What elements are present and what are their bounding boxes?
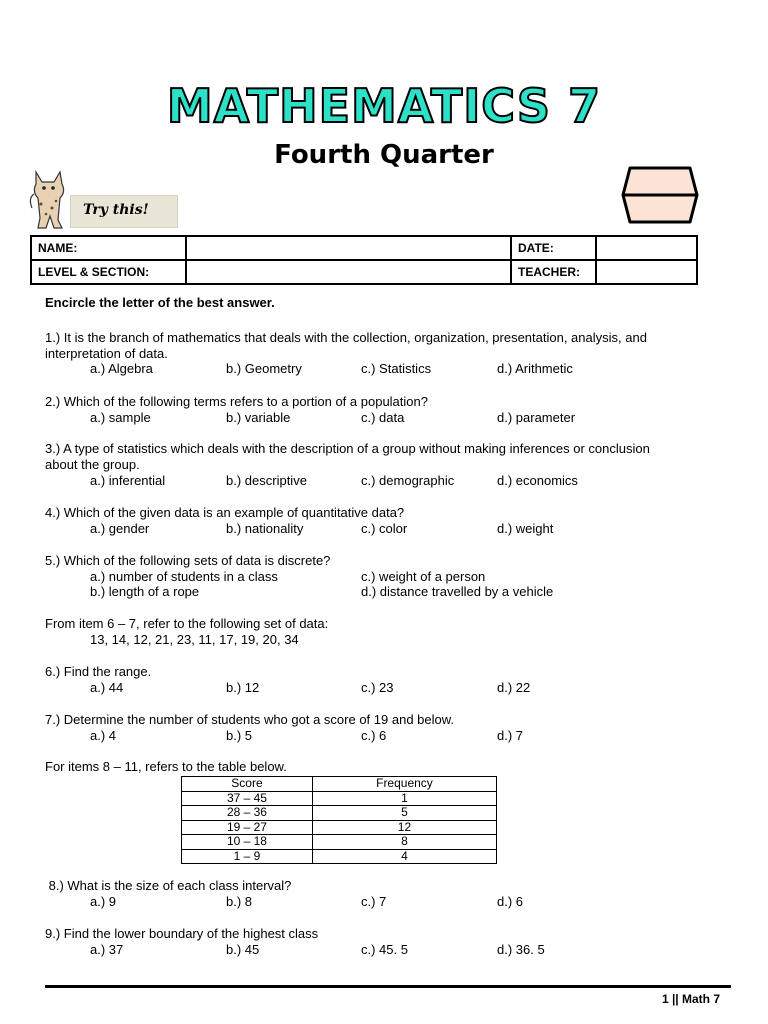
q7-option-d[interactable]: d.) 7 bbox=[497, 728, 524, 743]
q4-option-c[interactable]: c.) color bbox=[361, 521, 408, 536]
table-row bbox=[182, 849, 497, 864]
q5-option-a[interactable]: a.) number of students in a class bbox=[90, 569, 278, 584]
table-row bbox=[182, 835, 497, 850]
q6-option-d[interactable]: d.) 22 bbox=[497, 680, 531, 695]
score-box-icon bbox=[620, 165, 700, 225]
table-row bbox=[182, 820, 497, 835]
name-field[interactable] bbox=[186, 236, 511, 260]
table-intro: For items 8 – 11, refers to the table below. bbox=[45, 759, 287, 774]
q5-option-d[interactable]: d.) distance travelled by a vehicle bbox=[361, 584, 554, 599]
question-3-text: 3.) A type of statistics which deals with the description of a group without making inferences or conclusion bbox=[45, 441, 650, 456]
question-6-text: 6.) Find the range. bbox=[45, 664, 152, 679]
page-footer: 1 || Math 7 bbox=[661, 992, 720, 1006]
instructions: Encircle the letter of the best answer. bbox=[45, 295, 275, 310]
q5-option-c[interactable]: c.) weight of a person bbox=[361, 569, 486, 584]
frequency-header: Frequency bbox=[312, 777, 496, 792]
q1-option-a[interactable]: a.) Algebra bbox=[90, 361, 153, 376]
question-1-text: 1.) It is the branch of mathematics that deals with the collection, organization, presentation, analysis, and bbox=[45, 330, 647, 345]
table-row bbox=[182, 806, 497, 821]
question-5-text: 5.) Which of the following sets of data is discrete? bbox=[45, 553, 331, 568]
frequency-cell: 1 bbox=[312, 791, 496, 806]
student-info-table bbox=[30, 235, 698, 285]
data-set-intro: From item 6 – 7, refer to the following set of data: bbox=[45, 616, 329, 631]
score-cell: 19 – 27 bbox=[182, 820, 313, 835]
q8-option-b[interactable]: b.) 8 bbox=[226, 894, 253, 909]
teacher-label: TEACHER: bbox=[511, 260, 596, 284]
frequency-cell: 4 bbox=[312, 849, 496, 864]
q6-option-b[interactable]: b.) 12 bbox=[226, 680, 260, 695]
q1-option-d[interactable]: d.) Arithmetic bbox=[497, 361, 573, 376]
q9-option-c[interactable]: c.) 45. 5 bbox=[361, 942, 408, 957]
q3-option-b[interactable]: b.) descriptive bbox=[226, 473, 307, 488]
table-row bbox=[182, 791, 497, 806]
q5-option-b[interactable]: b.) length of a rope bbox=[90, 584, 200, 599]
teacher-field[interactable] bbox=[596, 260, 697, 284]
question-7-text: 7.) Determine the number of students who got a score of 19 and below. bbox=[45, 712, 455, 727]
question-8-text: 8.) What is the size of each class interval? bbox=[45, 878, 292, 893]
question-3-text-cont: about the group. bbox=[45, 457, 140, 472]
q4-option-d[interactable]: d.) weight bbox=[497, 521, 554, 536]
q6-option-c[interactable]: c.) 23 bbox=[361, 680, 394, 695]
frequency-cell: 8 bbox=[312, 835, 496, 850]
score-cell: 28 – 36 bbox=[182, 806, 313, 821]
score-cell: 37 – 45 bbox=[182, 791, 313, 806]
frequency-table bbox=[181, 776, 497, 864]
date-field[interactable] bbox=[596, 236, 697, 260]
q9-option-d[interactable]: d.) 36. 5 bbox=[497, 942, 545, 957]
try-this-label: Try this! bbox=[70, 195, 178, 228]
question-4-text: 4.) Which of the given data is an example of quantitative data? bbox=[45, 505, 405, 520]
q3-option-d[interactable]: d.) economics bbox=[497, 473, 578, 488]
question-1-text-cont: interpretation of data. bbox=[45, 346, 168, 361]
q6-option-a[interactable]: a.) 44 bbox=[90, 680, 124, 695]
name-label: NAME: bbox=[31, 236, 186, 260]
q2-option-b[interactable]: b.) variable bbox=[226, 410, 291, 425]
score-cell: 1 – 9 bbox=[182, 849, 313, 864]
q7-option-a[interactable]: a.) 4 bbox=[90, 728, 117, 743]
q4-option-a[interactable]: a.) gender bbox=[90, 521, 150, 536]
footer-divider bbox=[45, 985, 731, 988]
q7-option-c[interactable]: c.) 6 bbox=[361, 728, 387, 743]
q8-option-a[interactable]: a.) 9 bbox=[90, 894, 117, 909]
page-subtitle: Fourth Quarter bbox=[274, 140, 494, 170]
q9-option-a[interactable]: a.) 37 bbox=[90, 942, 124, 957]
q3-option-a[interactable]: a.) inferential bbox=[90, 473, 166, 488]
q1-option-c[interactable]: c.) Statistics bbox=[361, 361, 432, 376]
q3-option-c[interactable]: c.) demographic bbox=[361, 473, 455, 488]
q8-option-c[interactable]: c.) 7 bbox=[361, 894, 387, 909]
level-section-label: LEVEL & SECTION: bbox=[31, 260, 186, 284]
score-cell: 10 – 18 bbox=[182, 835, 313, 850]
level-section-field[interactable] bbox=[186, 260, 511, 284]
cat-mascot-icon bbox=[28, 168, 70, 230]
q2-option-a[interactable]: a.) sample bbox=[90, 410, 151, 425]
q7-option-b[interactable]: b.) 5 bbox=[226, 728, 253, 743]
q1-option-b[interactable]: b.) Geometry bbox=[226, 361, 302, 376]
frequency-cell: 5 bbox=[312, 806, 496, 821]
page-title: MATHEMATICS 7 bbox=[166, 79, 602, 133]
q4-option-b[interactable]: b.) nationality bbox=[226, 521, 304, 536]
question-9-text: 9.) Find the lower boundary of the highest class bbox=[45, 926, 319, 941]
q8-option-d[interactable]: d.) 6 bbox=[497, 894, 524, 909]
question-2-text: 2.) Which of the following terms refers to a portion of a population? bbox=[45, 394, 428, 409]
table-header-row bbox=[182, 777, 497, 792]
q9-option-b[interactable]: b.) 45 bbox=[226, 942, 260, 957]
data-set-values: 13, 14, 12, 21, 23, 11, 17, 19, 20, 34 bbox=[90, 632, 299, 647]
date-label: DATE: bbox=[511, 236, 596, 260]
q2-option-c[interactable]: c.) data bbox=[361, 410, 405, 425]
score-header: Score bbox=[182, 777, 313, 792]
frequency-cell: 12 bbox=[312, 820, 496, 835]
q2-option-d[interactable]: d.) parameter bbox=[497, 410, 576, 425]
